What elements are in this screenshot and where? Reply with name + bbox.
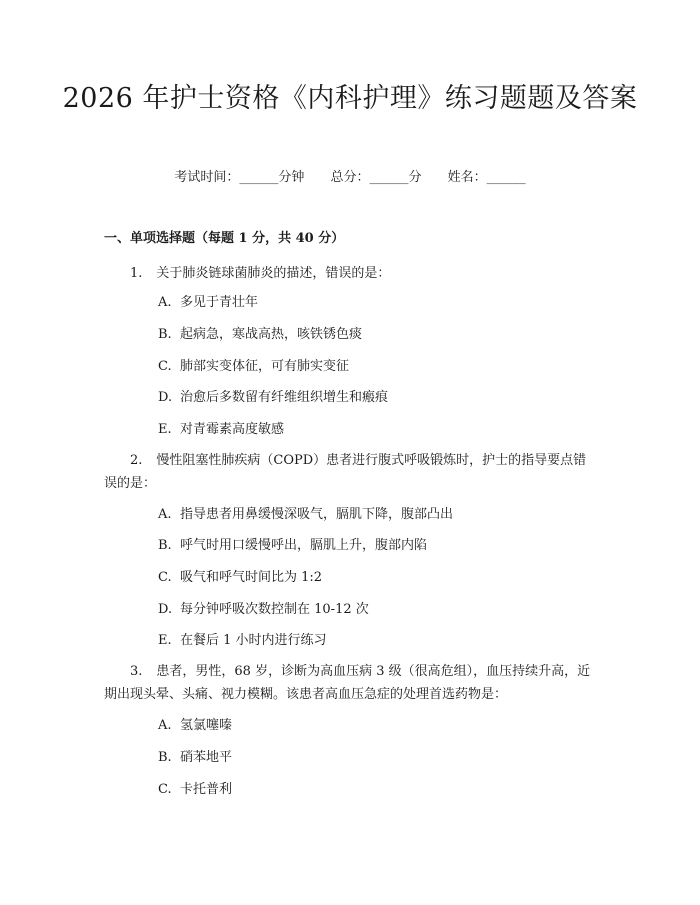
exam-time-blank: ______ xyxy=(239,170,279,185)
question-number: 3. xyxy=(130,664,143,679)
option-3c xyxy=(158,781,232,799)
option-2a xyxy=(158,506,453,524)
option-text: 硝苯地平 xyxy=(180,750,233,765)
name-blank: ______ xyxy=(486,170,526,185)
option-letter: B. xyxy=(158,538,172,553)
option-text: 卡托普利 xyxy=(180,782,233,797)
question-text: 患者，男性，68 岁，诊断为高血压病 3 级（很高危组），血压持续升高，近期出现头晕、头痛、视力模糊。该患者高血压急症的处理首选药物是： xyxy=(104,664,591,702)
option-1a xyxy=(158,294,258,312)
option-text: 肺部实变体征，可有肺实变征 xyxy=(180,359,350,374)
option-text: 起病急，寒战高热，咳铁锈色痰 xyxy=(180,327,363,342)
exam-time-field xyxy=(174,170,304,185)
document-title: 2026 年护士资格《内科护理》练习题题及答案 xyxy=(62,83,638,114)
option-letter: B. xyxy=(158,750,172,765)
question-2 xyxy=(104,449,598,495)
option-letter: D. xyxy=(158,390,173,405)
option-text: 呼气时用口缓慢呼出，膈肌上升，腹部内陷 xyxy=(180,538,428,553)
option-letter: A. xyxy=(158,507,172,522)
question-number: 1. xyxy=(130,266,143,281)
option-1b xyxy=(158,326,362,344)
name-field xyxy=(448,170,526,185)
option-letter: E. xyxy=(158,633,172,648)
option-2e xyxy=(158,632,327,650)
question-1 xyxy=(104,262,598,285)
option-1e xyxy=(158,421,284,439)
total-score-label: 总分： xyxy=(330,170,370,185)
exam-time-unit: 分钟 xyxy=(278,170,305,185)
option-letter: C. xyxy=(158,359,172,374)
name-label: 姓名： xyxy=(447,170,487,185)
question-number: 2. xyxy=(130,453,143,468)
option-text: 在餐后 1 小时内进行练习 xyxy=(180,633,327,648)
option-2b xyxy=(158,537,427,555)
option-1d xyxy=(158,389,388,407)
option-text: 治愈后多数留有纤维组织增生和瘢痕 xyxy=(180,390,389,405)
option-letter: C. xyxy=(158,570,172,585)
option-3b xyxy=(158,749,232,767)
option-1c xyxy=(158,358,349,376)
option-text: 吸气和呼气时间比为 1:2 xyxy=(180,570,323,585)
option-text: 每分钟呼吸次数控制在 10-12 次 xyxy=(180,602,369,617)
exam-time-label: 考试时间： xyxy=(174,170,240,185)
option-2d xyxy=(158,601,369,619)
total-score-field xyxy=(330,170,421,185)
option-text: 氢氯噻嗪 xyxy=(180,718,233,733)
question-text: 关于肺炎链球菌肺炎的描述，错误的是： xyxy=(156,266,391,281)
question-3 xyxy=(104,660,598,706)
total-score-blank: ______ xyxy=(369,170,409,185)
question-text: 慢性阻塞性肺疾病（COPD）患者进行腹式呼吸锻炼时，护士的指导要点错误的是： xyxy=(104,453,587,491)
option-text: 多见于青壮年 xyxy=(180,295,259,310)
exam-info-line xyxy=(0,169,700,187)
option-letter: B. xyxy=(158,327,172,342)
option-letter: C. xyxy=(158,782,172,797)
option-letter: A. xyxy=(158,295,172,310)
option-text: 对青霉素高度敏感 xyxy=(180,422,285,437)
option-2c xyxy=(158,569,322,587)
option-letter: E. xyxy=(158,422,172,437)
option-letter: D. xyxy=(158,602,173,617)
option-3a xyxy=(158,717,232,735)
option-letter: A. xyxy=(158,718,172,733)
total-score-unit: 分 xyxy=(408,170,422,185)
option-text: 指导患者用鼻缓慢深吸气，膈肌下降，腹部凸出 xyxy=(180,507,454,522)
section-heading: 一、单项选择题（每题 1 分，共 40 分） xyxy=(104,231,345,246)
